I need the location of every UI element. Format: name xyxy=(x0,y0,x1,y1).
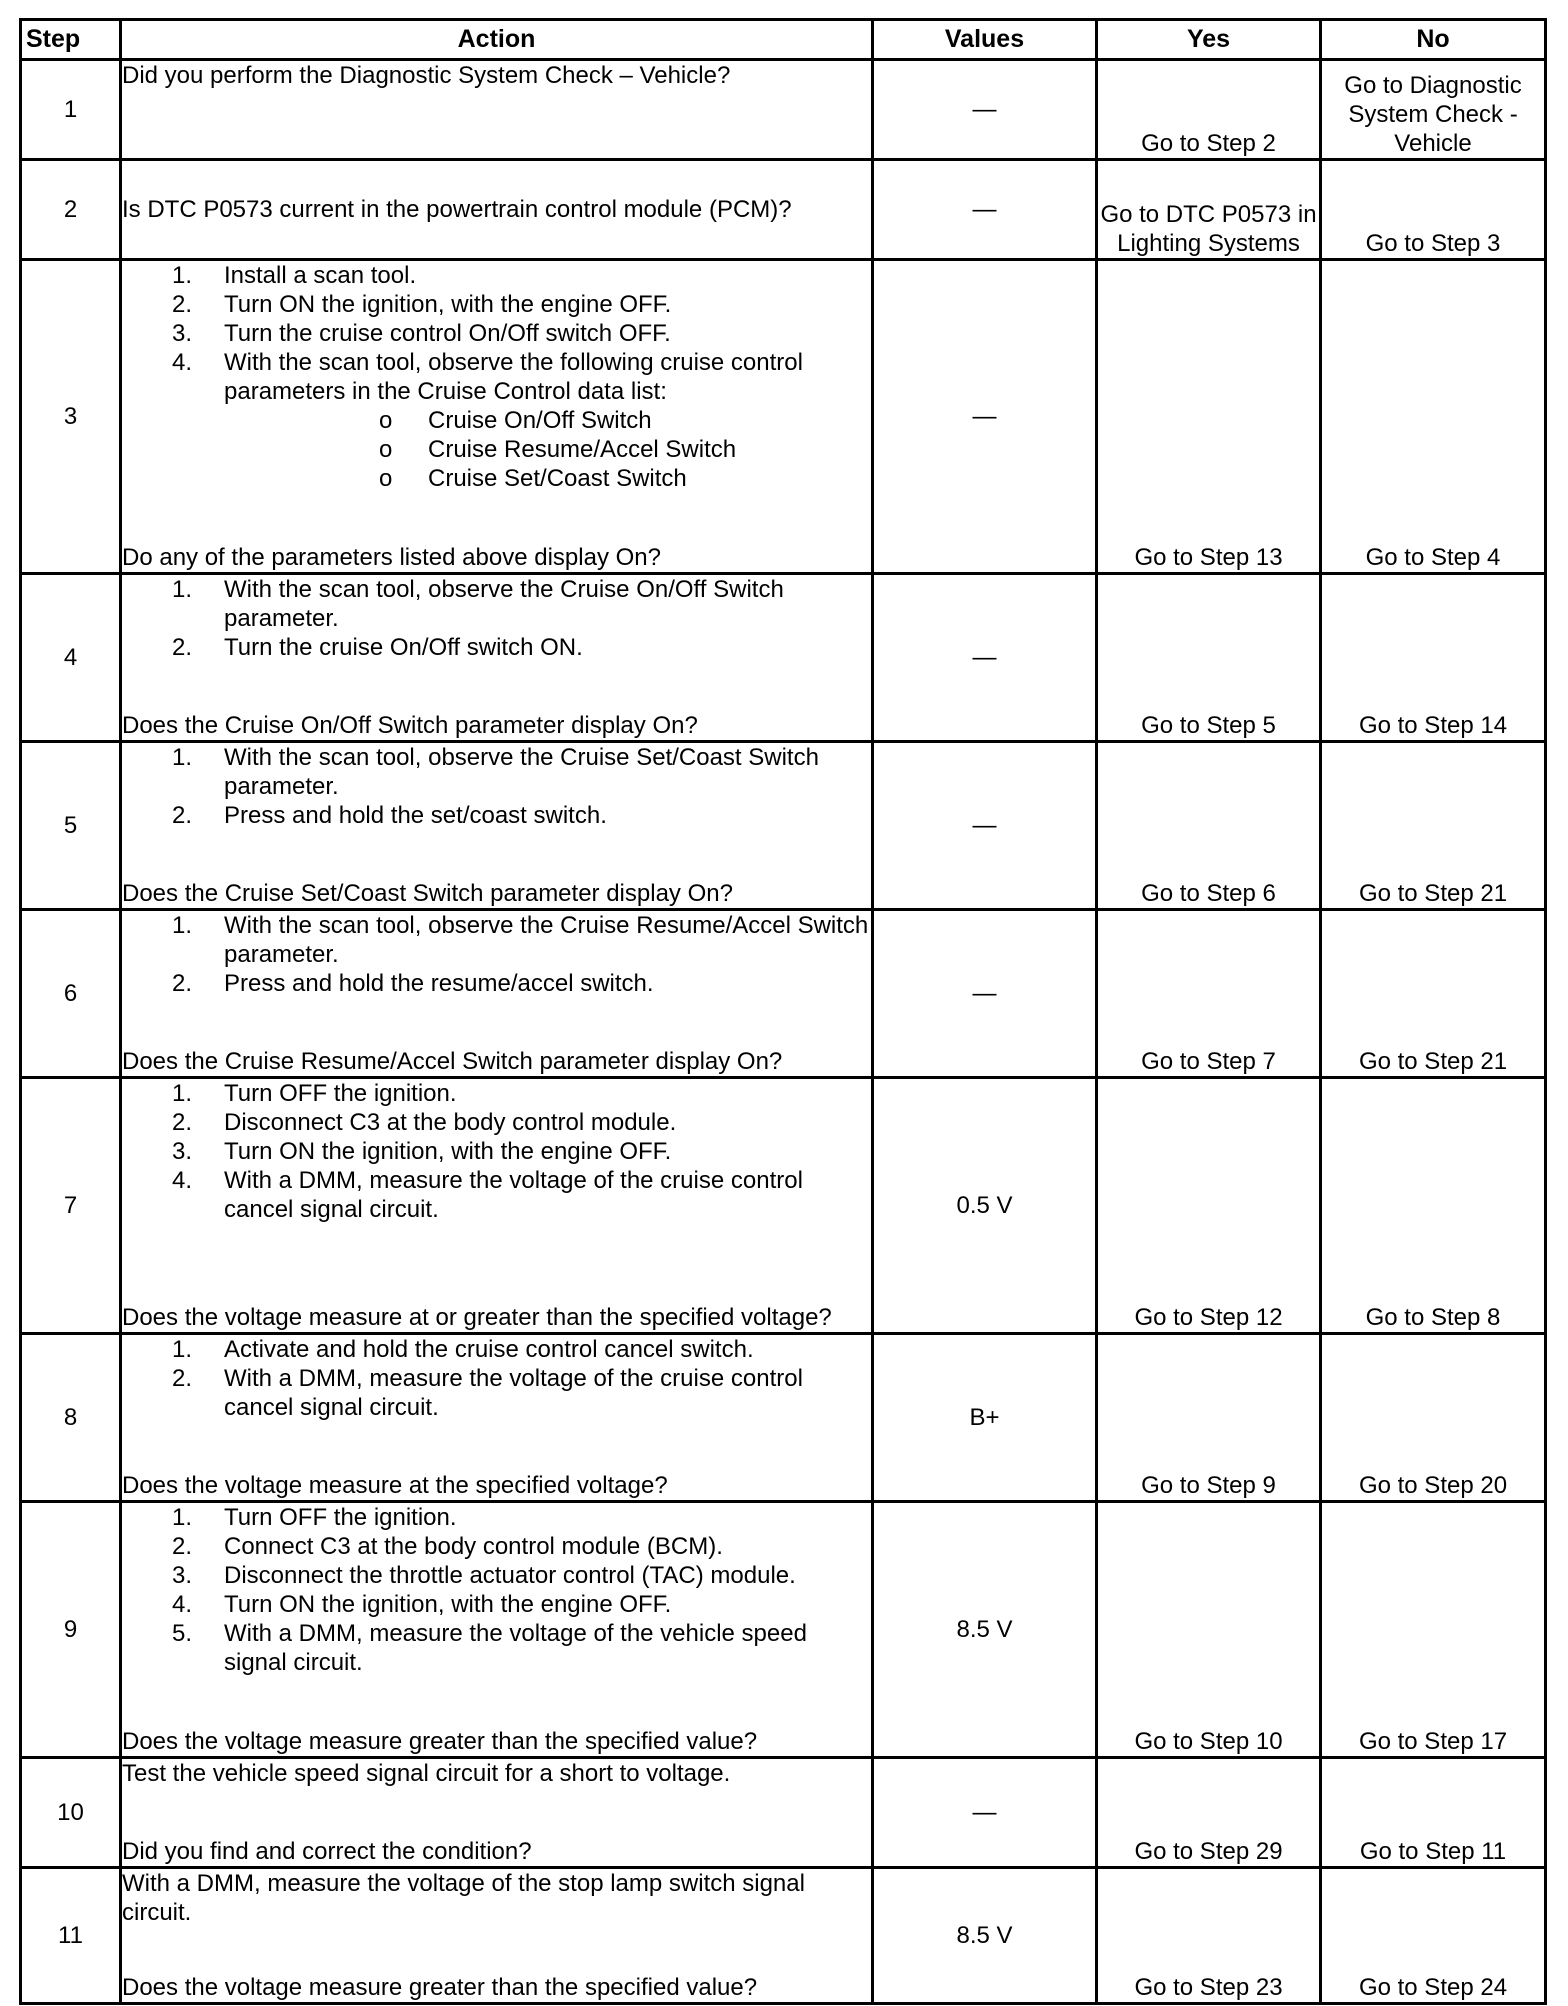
list-item-text: Turn the cruise control On/Off switch OFF. xyxy=(224,320,671,347)
list-item xyxy=(122,911,871,969)
action-question: Did you perform the Diagnostic System Check – Vehicle? xyxy=(122,62,731,89)
list-item-text: Turn OFF the ignition. xyxy=(224,1080,457,1107)
value-cell: — xyxy=(873,60,1097,160)
action-intro: Test the vehicle speed signal circuit for a short to voltage. xyxy=(122,1760,731,1787)
action-cell xyxy=(121,574,873,742)
list-item-number: 1. xyxy=(172,576,193,603)
step-number: 4 xyxy=(21,574,121,742)
list-item-number: 4. xyxy=(172,349,193,376)
table-row xyxy=(21,1334,1546,1502)
list-item-text: Turn the cruise On/Off switch ON. xyxy=(224,634,583,661)
action-question: Does the Cruise On/Off Switch parameter display On? xyxy=(122,712,698,739)
action-cell xyxy=(121,60,873,160)
step-number: 6 xyxy=(21,910,121,1078)
instruction-list xyxy=(122,261,871,493)
list-item-text: With a DMM, measure the voltage of the cruise control cancel signal circuit. xyxy=(224,1365,803,1421)
value-cell: — xyxy=(873,260,1097,574)
no-cell: Go to Diagnostic System Check - Vehicle xyxy=(1321,60,1546,160)
list-item xyxy=(122,1166,871,1224)
bullet-icon: o xyxy=(379,465,393,492)
no-cell: Go to Step 21 xyxy=(1321,910,1546,1078)
list-item-number: 1. xyxy=(172,1504,193,1531)
value-cell: 8.5 V xyxy=(873,1502,1097,1758)
action-question: Does the voltage measure at or greater than the specified voltage? xyxy=(122,1304,832,1331)
action-question: Does the Cruise Set/Coast Switch parameter display On? xyxy=(122,880,733,907)
list-item-number: 1. xyxy=(172,262,193,289)
list-item-number: 1. xyxy=(172,744,193,771)
action-cell xyxy=(121,1758,873,1868)
instruction-list xyxy=(122,911,871,998)
no-cell: Go to Step 17 xyxy=(1321,1502,1546,1758)
list-item-text: Install a scan tool. xyxy=(224,262,417,289)
table-row xyxy=(21,260,1546,574)
action-cell xyxy=(121,1334,873,1502)
list-item-number: 4. xyxy=(172,1591,193,1618)
list-item xyxy=(122,633,871,662)
table-row xyxy=(21,1758,1546,1868)
list-item-text: Disconnect the throttle actuator control (TAC) module. xyxy=(224,1562,796,1589)
no-cell: Go to Step 24 xyxy=(1321,1868,1546,2004)
list-item-number: 5. xyxy=(172,1620,193,1647)
yes-cell: Go to Step 12 xyxy=(1097,1078,1321,1334)
list-item xyxy=(122,1137,871,1166)
list-item-text: Turn OFF the ignition. xyxy=(224,1504,457,1531)
list-item xyxy=(122,348,871,493)
list-item-text: Press and hold the set/coast switch. xyxy=(224,802,607,829)
step-number: 10 xyxy=(21,1758,121,1868)
list-item xyxy=(122,261,871,290)
yes-cell: Go to Step 13 xyxy=(1097,260,1321,574)
action-cell xyxy=(121,1502,873,1758)
list-item xyxy=(122,1561,871,1590)
action-cell xyxy=(121,742,873,910)
table-row xyxy=(21,1078,1546,1334)
instruction-list xyxy=(122,1079,871,1224)
list-item-number: 2. xyxy=(172,970,193,997)
action-question: Does the Cruise Resume/Accel Switch parameter display On? xyxy=(122,1048,783,1075)
table-row xyxy=(21,1868,1546,2004)
step-number: 5 xyxy=(21,742,121,910)
yes-cell: Go to Step 23 xyxy=(1097,1868,1321,2004)
sub-list xyxy=(224,406,871,493)
diagnostic-table xyxy=(19,18,1547,2005)
list-item-text: Disconnect C3 at the body control module. xyxy=(224,1109,677,1136)
action-cell xyxy=(121,260,873,574)
list-item xyxy=(122,1364,871,1422)
list-item xyxy=(122,1335,871,1364)
list-item-number: 2. xyxy=(172,802,193,829)
yes-cell: Go to Step 29 xyxy=(1097,1758,1321,1868)
action-question: Does the voltage measure at the specified voltage? xyxy=(122,1472,668,1499)
value-cell: — xyxy=(873,574,1097,742)
no-cell: Go to Step 21 xyxy=(1321,742,1546,910)
list-item xyxy=(122,1079,871,1108)
list-item-text: Turn ON the ignition, with the engine OFF. xyxy=(224,1138,672,1165)
no-cell: Go to Step 8 xyxy=(1321,1078,1546,1334)
list-item-text: Turn ON the ignition, with the engine OFF. xyxy=(224,1591,672,1618)
action-question: Does the voltage measure greater than the specified value? xyxy=(122,1974,758,2001)
action-instructions xyxy=(122,261,871,493)
table-row xyxy=(21,1502,1546,1758)
action-cell xyxy=(121,160,873,260)
list-item-number: 2. xyxy=(172,1109,193,1136)
header-no: No xyxy=(1321,20,1546,60)
no-cell: Go to Step 3 xyxy=(1321,160,1546,260)
action-question: Do any of the parameters listed above display On? xyxy=(122,544,661,571)
step-number: 3 xyxy=(21,260,121,574)
yes-cell: Go to Step 2 xyxy=(1097,60,1321,160)
table-body xyxy=(21,60,1546,2004)
action-question: Did you find and correct the condition? xyxy=(122,1838,532,1865)
value-cell: — xyxy=(873,742,1097,910)
list-item xyxy=(122,969,871,998)
list-item-text: With a DMM, measure the voltage of the vehicle speed signal circuit. xyxy=(224,1620,807,1676)
list-item-text: With the scan tool, observe the Cruise Set/Coast Switch parameter. xyxy=(224,744,819,800)
list-item xyxy=(122,1590,871,1619)
list-item xyxy=(122,575,871,633)
list-item xyxy=(122,743,871,801)
bullet-icon: o xyxy=(379,436,393,463)
action-question: Does the voltage measure greater than the specified value? xyxy=(122,1728,758,1755)
yes-cell: Go to Step 9 xyxy=(1097,1334,1321,1502)
list-item-text: With the scan tool, observe the Cruise On/Off Switch parameter. xyxy=(224,576,784,632)
action-instructions xyxy=(122,1503,871,1677)
action-cell xyxy=(121,1868,873,2004)
list-item xyxy=(122,1532,871,1561)
action-instructions xyxy=(122,911,871,998)
header-row xyxy=(21,20,1546,60)
table-row xyxy=(21,60,1546,160)
action-intro: With a DMM, measure the voltage of the stop lamp switch signal circuit. xyxy=(122,1870,805,1926)
table-row xyxy=(21,910,1546,1078)
no-cell: Go to Step 20 xyxy=(1321,1334,1546,1502)
table-row xyxy=(21,742,1546,910)
list-item-number: 3. xyxy=(172,320,193,347)
instruction-list xyxy=(122,575,871,662)
list-item-number: 1. xyxy=(172,1080,193,1107)
list-item-number: 4. xyxy=(172,1167,193,1194)
table-row xyxy=(21,574,1546,742)
bullet-icon: o xyxy=(379,407,393,434)
list-item xyxy=(122,801,871,830)
instruction-list xyxy=(122,1335,871,1422)
table-row xyxy=(21,160,1546,260)
sub-list-item xyxy=(224,435,871,464)
yes-cell: Go to Step 5 xyxy=(1097,574,1321,742)
list-item-text: Activate and hold the cruise control cancel switch. xyxy=(224,1336,754,1363)
yes-cell: Go to Step 6 xyxy=(1097,742,1321,910)
list-item-number: 2. xyxy=(172,1533,193,1560)
list-item-number: 2. xyxy=(172,634,193,661)
action-instructions xyxy=(122,743,871,830)
action-instructions xyxy=(122,1759,871,1788)
list-item-text: Press and hold the resume/accel switch. xyxy=(224,970,654,997)
value-cell: B+ xyxy=(873,1334,1097,1502)
sub-list-text: Cruise Set/Coast Switch xyxy=(428,465,687,492)
sub-list-text: Cruise Resume/Accel Switch xyxy=(428,436,737,463)
list-item-number: 3. xyxy=(172,1138,193,1165)
yes-cell: Go to DTC P0573 in Lighting Systems xyxy=(1097,160,1321,260)
action-instructions xyxy=(122,1869,871,1927)
list-item-number: 1. xyxy=(172,1336,193,1363)
value-cell: 0.5 V xyxy=(873,1078,1097,1334)
action-instructions xyxy=(122,1335,871,1422)
action-cell xyxy=(121,1078,873,1334)
action-cell xyxy=(121,910,873,1078)
no-cell: Go to Step 4 xyxy=(1321,260,1546,574)
header-yes: Yes xyxy=(1097,20,1321,60)
value-cell: — xyxy=(873,160,1097,260)
list-item-number: 2. xyxy=(172,291,193,318)
value-cell: — xyxy=(873,910,1097,1078)
list-item-number: 1. xyxy=(172,912,193,939)
yes-cell: Go to Step 10 xyxy=(1097,1502,1321,1758)
header-values: Values xyxy=(873,20,1097,60)
step-number: 1 xyxy=(21,60,121,160)
step-number: 7 xyxy=(21,1078,121,1334)
value-cell: — xyxy=(873,1758,1097,1868)
no-cell: Go to Step 11 xyxy=(1321,1758,1546,1868)
step-number: 8 xyxy=(21,1334,121,1502)
action-question: Is DTC P0573 current in the powertrain control module (PCM)? xyxy=(122,196,792,223)
step-number: 9 xyxy=(21,1502,121,1758)
no-cell: Go to Step 14 xyxy=(1321,574,1546,742)
list-item xyxy=(122,1503,871,1532)
instruction-list xyxy=(122,743,871,830)
value-cell: 8.5 V xyxy=(873,1868,1097,2004)
sub-list-item xyxy=(224,406,871,435)
list-item-text: Connect C3 at the body control module (BCM). xyxy=(224,1533,723,1560)
step-number: 11 xyxy=(21,1868,121,2004)
list-item-text: Turn ON the ignition, with the engine OFF. xyxy=(224,291,672,318)
action-instructions xyxy=(122,1079,871,1224)
header-action: Action xyxy=(121,20,873,60)
list-item-number: 2. xyxy=(172,1365,193,1392)
list-item-text: With the scan tool, observe the following cruise control parameters in the Cruise Control data list: xyxy=(224,349,803,405)
action-instructions xyxy=(122,575,871,662)
sub-list-text: Cruise On/Off Switch xyxy=(428,407,652,434)
step-number: 2 xyxy=(21,160,121,260)
list-item xyxy=(122,1619,871,1677)
list-item-text: With a DMM, measure the voltage of the cruise control cancel signal circuit. xyxy=(224,1167,803,1223)
instruction-list xyxy=(122,1503,871,1677)
list-item-text: With the scan tool, observe the Cruise Resume/Accel Switch parameter. xyxy=(224,912,869,968)
list-item xyxy=(122,319,871,348)
list-item-number: 3. xyxy=(172,1562,193,1589)
header-step: Step xyxy=(21,20,121,60)
list-item xyxy=(122,1108,871,1137)
sub-list-item xyxy=(224,464,871,493)
list-item xyxy=(122,290,871,319)
yes-cell: Go to Step 7 xyxy=(1097,910,1321,1078)
